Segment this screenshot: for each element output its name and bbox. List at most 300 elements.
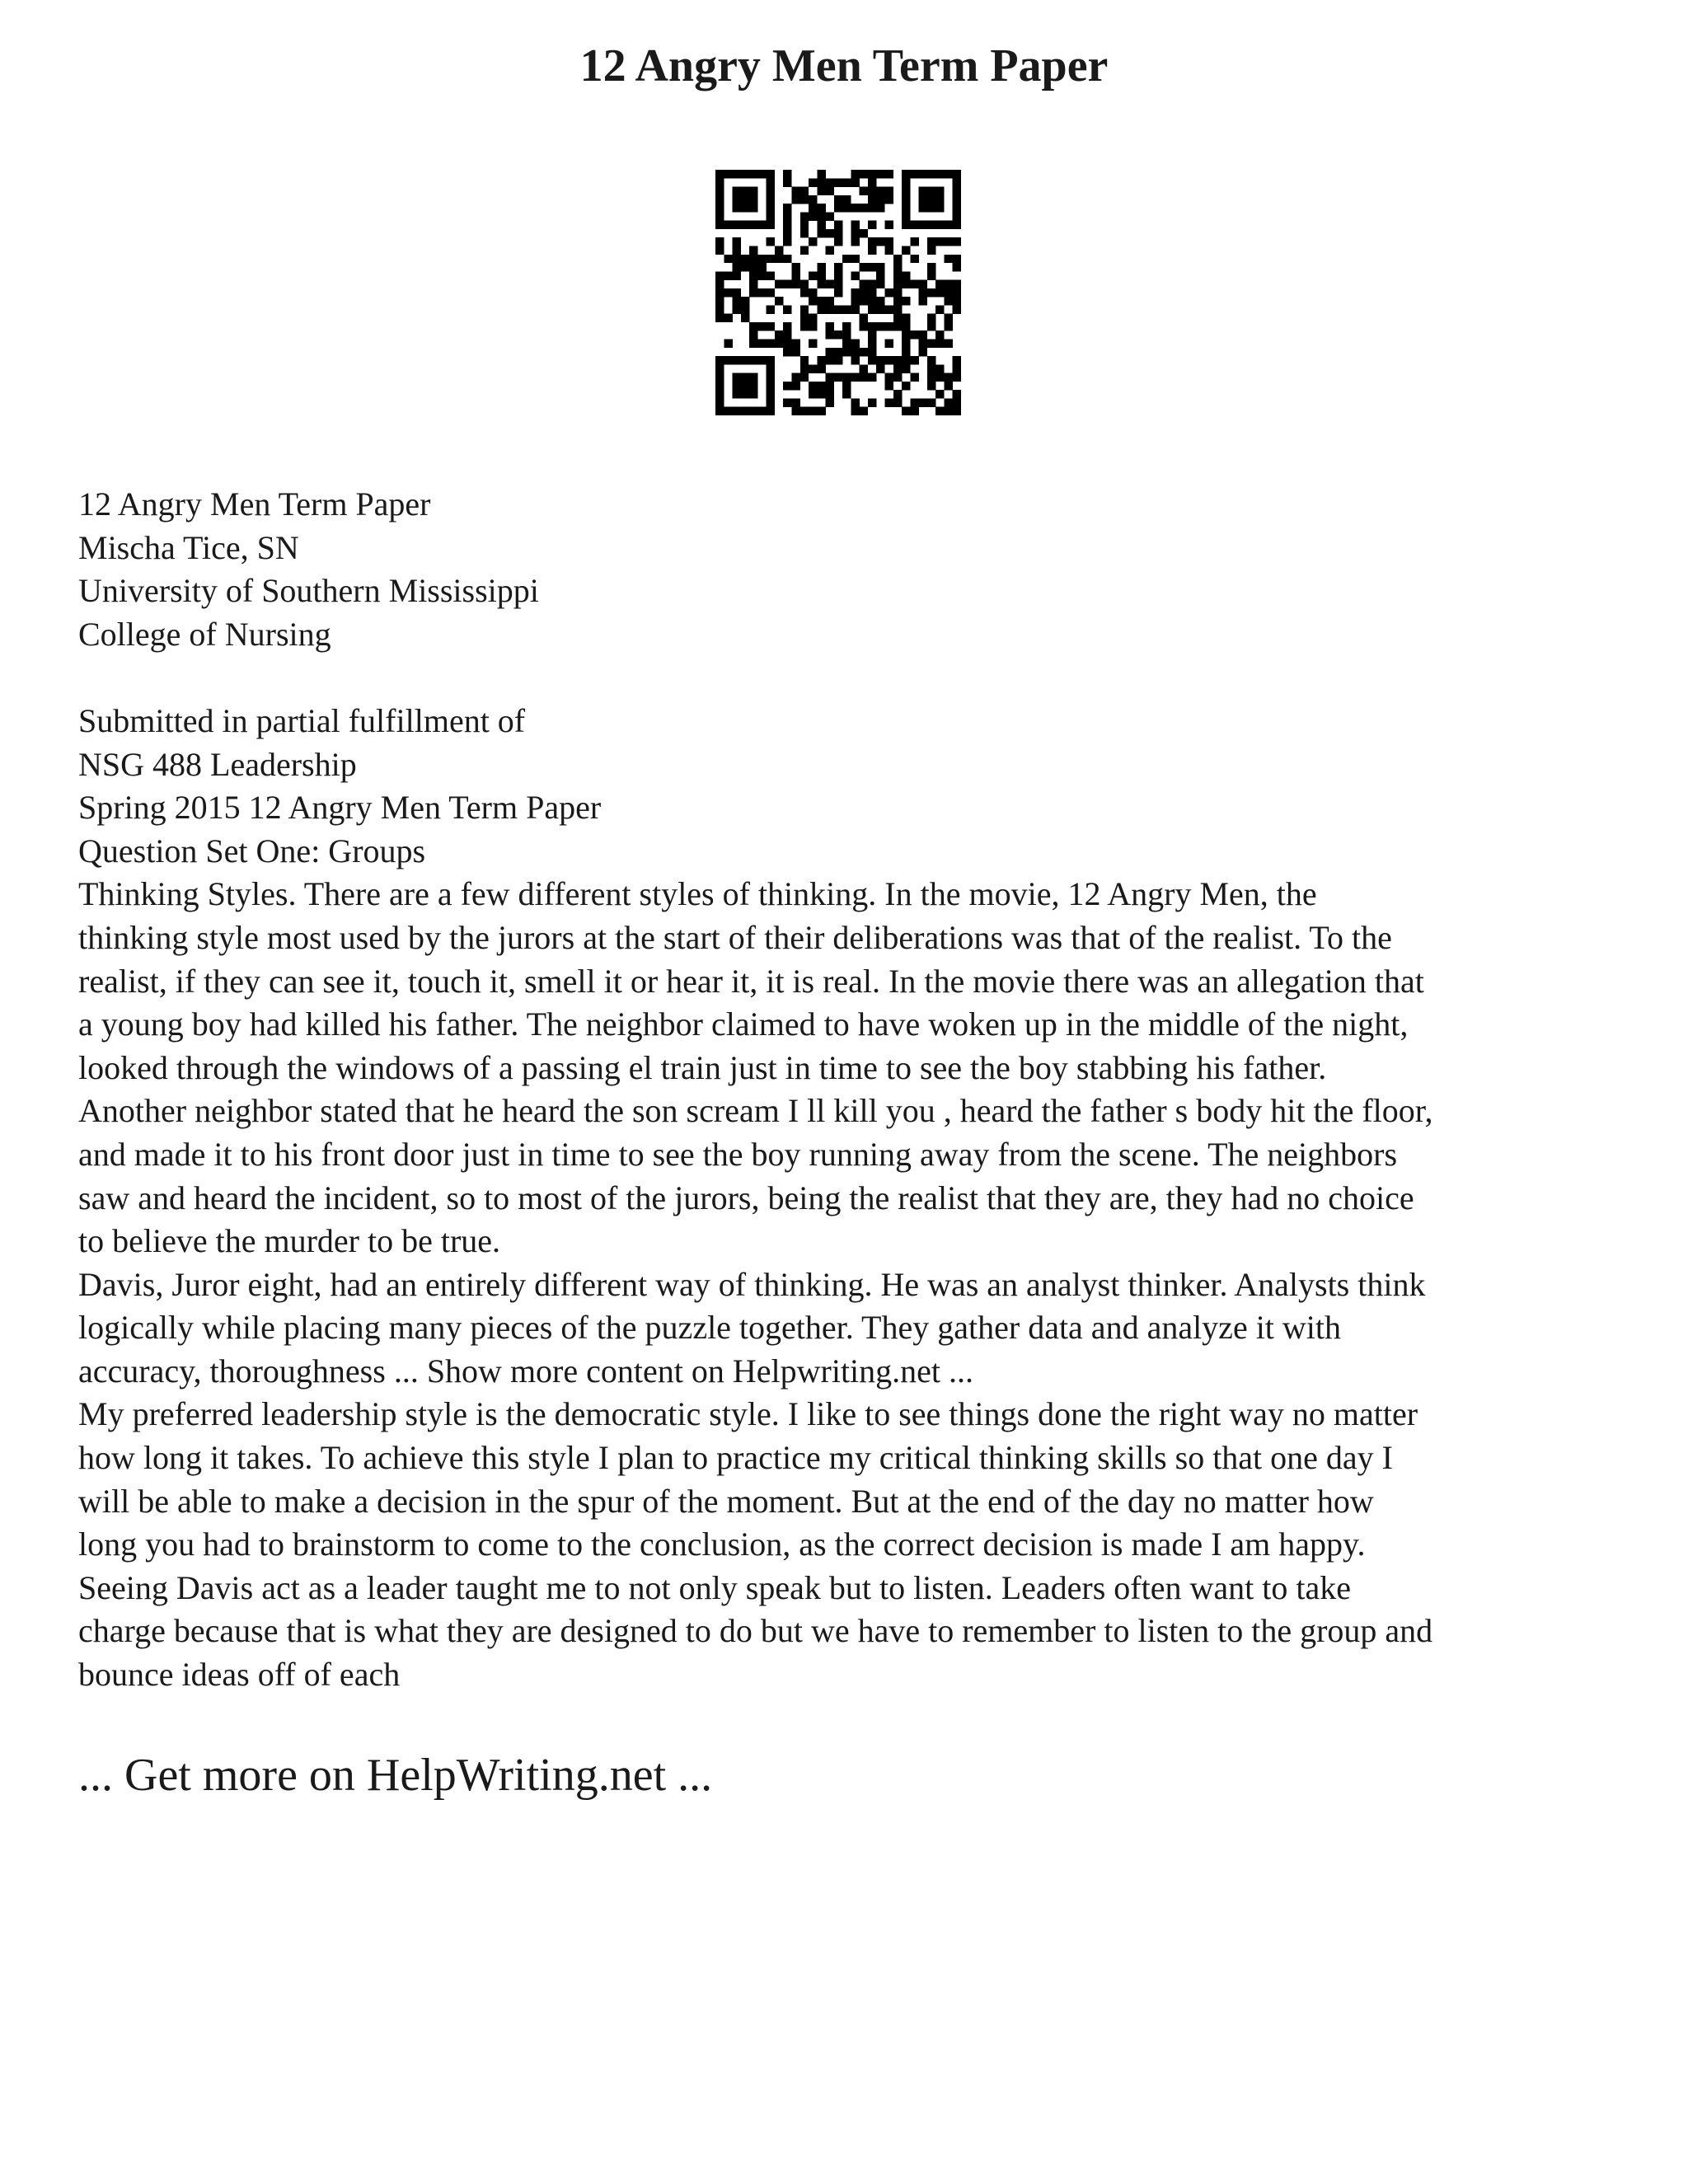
- paragraph-leadership-style: [78, 1393, 1644, 1696]
- get-more-link[interactable]: ... Get more on HelpWriting.net ...: [78, 1750, 713, 1801]
- qr-module: [800, 221, 809, 229]
- qr-module: [741, 382, 749, 390]
- qr-module: [724, 288, 732, 297]
- qr-module: [902, 195, 910, 204]
- qr-module: [741, 263, 749, 271]
- page-title: 12 Angry Men Term Paper: [579, 40, 1109, 91]
- qr-module: [767, 237, 775, 246]
- qr-module: [724, 255, 732, 263]
- qr-module: [860, 407, 868, 415]
- qr-module: [893, 314, 902, 322]
- qr-module: [935, 195, 944, 204]
- qr-module: [791, 263, 799, 271]
- qr-module: [902, 280, 910, 288]
- qr-module: [749, 170, 757, 178]
- qr-module: [868, 221, 876, 229]
- qr-module: [757, 221, 766, 229]
- qr-module: [715, 204, 724, 212]
- qr-module: [817, 263, 825, 271]
- qr-module: [876, 204, 884, 212]
- qr-module: [715, 382, 724, 390]
- qr-module: [724, 340, 732, 348]
- qr-module: [800, 187, 809, 195]
- qr-module: [826, 322, 834, 330]
- qr-module: [834, 288, 842, 297]
- qr-module: [733, 237, 741, 246]
- qr-module: [715, 373, 724, 382]
- course-line: NSG 488 Leadership: [78, 745, 357, 783]
- qr-module: [767, 187, 775, 195]
- qr-module: [927, 221, 935, 229]
- qr-module: [800, 373, 809, 382]
- qr-module: [893, 297, 902, 305]
- qr-module: [842, 373, 851, 382]
- qr-module: [817, 382, 825, 390]
- qr-module: [749, 263, 757, 271]
- qr-module: [953, 255, 961, 263]
- qr-module: [733, 246, 741, 254]
- qr-module: [919, 288, 927, 297]
- qr-module: [927, 373, 935, 382]
- qr-module: [791, 195, 799, 204]
- qr-module: [919, 340, 927, 348]
- qr-module: [783, 348, 791, 356]
- qr-module: [842, 348, 851, 356]
- qr-module: [885, 221, 893, 229]
- qr-module: [842, 340, 851, 348]
- header-block: [78, 483, 1644, 656]
- qr-module: [935, 221, 944, 229]
- qr-module: [715, 178, 724, 186]
- qr-module: [741, 297, 749, 305]
- paragraph-line: a young boy had killed his father. The neighbor claimed to have woken up in the middle of the night,: [78, 1005, 1409, 1043]
- qr-module: [944, 237, 952, 246]
- spacer: [78, 656, 1644, 700]
- qr-module: [767, 322, 775, 330]
- qr-module: [800, 407, 809, 415]
- qr-module: [935, 340, 944, 348]
- qr-code: [715, 170, 961, 415]
- qr-module: [935, 373, 944, 382]
- qr-module: [893, 398, 902, 406]
- qr-module: [826, 356, 834, 364]
- qr-module: [910, 398, 918, 406]
- qr-module: [767, 212, 775, 220]
- qr-module: [953, 297, 961, 305]
- qr-module: [935, 187, 944, 195]
- qr-module: [800, 288, 809, 297]
- qr-module: [817, 212, 825, 220]
- qr-module: [783, 255, 791, 263]
- qr-module: [902, 340, 910, 348]
- qr-module: [817, 187, 825, 195]
- qr-module: [927, 246, 935, 254]
- qr-module: [775, 297, 783, 305]
- paragraph-thinking-styles: [78, 873, 1644, 1263]
- qr-module: [944, 280, 952, 288]
- qr-module: [927, 398, 935, 406]
- paragraph-line: My preferred leadership style is the democratic style. I like to see things done the right way no matter: [78, 1395, 1418, 1433]
- qr-module: [860, 280, 868, 288]
- qr-module: [741, 373, 749, 382]
- qr-module: [800, 229, 809, 237]
- qr-module: [851, 340, 859, 348]
- qr-module: [868, 305, 876, 313]
- qr-module: [902, 204, 910, 212]
- qr-module: [733, 255, 741, 263]
- qr-module: [860, 170, 868, 178]
- qr-module: [902, 330, 910, 339]
- qr-module: [910, 373, 918, 382]
- qr-module: [953, 263, 961, 271]
- qr-module: [715, 195, 724, 204]
- qr-module: [876, 187, 884, 195]
- qr-module: [944, 170, 952, 178]
- qr-module: [791, 187, 799, 195]
- qr-module: [800, 322, 809, 330]
- qr-module: [919, 170, 927, 178]
- qr-module: [885, 356, 893, 364]
- qr-module: [817, 178, 825, 186]
- qr-module: [826, 187, 834, 195]
- qr-module: [715, 314, 724, 322]
- qr-module: [767, 390, 775, 398]
- qr-module: [851, 373, 859, 382]
- qr-module: [783, 382, 791, 390]
- qr-module: [851, 305, 859, 313]
- qr-module: [851, 398, 859, 406]
- author-line: Mischa Tice, SN: [78, 528, 299, 566]
- qr-module: [910, 407, 918, 415]
- qr-module: [902, 221, 910, 229]
- qr-module: [893, 271, 902, 279]
- qr-module: [944, 297, 952, 305]
- qr-module: [800, 280, 809, 288]
- qr-module: [935, 170, 944, 178]
- qr-module: [724, 407, 732, 415]
- qr-module: [767, 305, 775, 313]
- qr-module: [715, 246, 724, 254]
- qr-module: [953, 407, 961, 415]
- qr-module: [826, 330, 834, 339]
- qr-module: [944, 373, 952, 382]
- qr-module: [834, 271, 842, 279]
- qr-module: [927, 314, 935, 322]
- qr-module: [809, 288, 817, 297]
- qr-module: [791, 280, 799, 288]
- qr-module: [733, 356, 741, 364]
- college-line: College of Nursing: [78, 615, 331, 653]
- qr-module: [919, 398, 927, 406]
- qr-module: [885, 288, 893, 297]
- qr-module: [902, 170, 910, 178]
- qr-module: [733, 382, 741, 390]
- qr-module: [953, 398, 961, 406]
- qr-module: [741, 204, 749, 212]
- qr-module: [733, 407, 741, 415]
- qr-module: [757, 322, 766, 330]
- qr-module: [910, 170, 918, 178]
- qr-module: [809, 364, 817, 373]
- qr-module: [826, 297, 834, 305]
- qr-module: [791, 407, 799, 415]
- paragraph-line: thinking style most used by the jurors at the start of their deliberations was that of the realist. To the: [78, 918, 1392, 956]
- qr-module: [800, 212, 809, 220]
- qr-module: [902, 212, 910, 220]
- qr-module: [749, 322, 757, 330]
- qr-module: [834, 330, 842, 339]
- qr-module: [885, 246, 893, 254]
- qr-module: [826, 178, 834, 186]
- paragraph-line: how long it takes. To achieve this style I plan to practice my critical thinking skills so that one day I: [78, 1439, 1393, 1477]
- qr-module: [868, 398, 876, 406]
- qr-module: [851, 170, 859, 178]
- qr-module: [733, 187, 741, 195]
- qr-module: [800, 356, 809, 364]
- qr-module: [893, 322, 902, 330]
- qr-module: [817, 271, 825, 279]
- qr-module: [741, 390, 749, 398]
- qr-module: [842, 204, 851, 212]
- qr-module: [876, 263, 884, 271]
- qr-module: [876, 297, 884, 305]
- qr-module: [741, 314, 749, 322]
- qr-module: [860, 373, 868, 382]
- qr-module: [715, 364, 724, 373]
- qr-module: [935, 305, 944, 313]
- qr-module: [935, 204, 944, 212]
- qr-module: [944, 382, 952, 390]
- qr-module: [910, 280, 918, 288]
- qr-module: [902, 322, 910, 330]
- qr-module: [741, 407, 749, 415]
- qr-module: [902, 382, 910, 390]
- paragraph-line: charge because that is what they are designed to do but we have to remember to listen to the group and: [78, 1612, 1433, 1650]
- qr-module: [775, 255, 783, 263]
- qr-module: [783, 221, 791, 229]
- qr-module: [749, 204, 757, 212]
- qr-module: [919, 195, 927, 204]
- qr-module: [927, 263, 935, 271]
- qr-module: [834, 373, 842, 382]
- qr-module: [885, 195, 893, 204]
- qr-module: [809, 314, 817, 322]
- qr-module: [910, 237, 918, 246]
- paragraph-line: logically while placing many pieces of the puzzle together. They gather data and analyze it with: [78, 1309, 1342, 1347]
- qr-module: [860, 314, 868, 322]
- qr-module: [953, 356, 961, 364]
- qr-module: [860, 204, 868, 212]
- qr-module: [953, 170, 961, 178]
- qr-module: [791, 382, 799, 390]
- qr-module: [902, 271, 910, 279]
- qr-module: [885, 187, 893, 195]
- qr-module: [893, 255, 902, 263]
- qr-module: [791, 271, 799, 279]
- qr-module: [783, 178, 791, 186]
- qr-module: [715, 271, 724, 279]
- qr-module: [860, 297, 868, 305]
- qr-module: [749, 390, 757, 398]
- qr-module: [860, 348, 868, 356]
- qr-module: [809, 297, 817, 305]
- qr-module: [715, 221, 724, 229]
- qr-module: [953, 187, 961, 195]
- qr-module: [741, 356, 749, 364]
- qr-module: [834, 178, 842, 186]
- qr-module: [842, 330, 851, 339]
- qr-module: [834, 280, 842, 288]
- qr-module: [893, 263, 902, 271]
- qr-module: [757, 271, 766, 279]
- qr-module: [893, 364, 902, 373]
- qr-module: [868, 322, 876, 330]
- qr-module: [724, 221, 732, 229]
- qr-module: [868, 263, 876, 271]
- qr-module: [868, 170, 876, 178]
- document-body: [78, 483, 1644, 1697]
- qr-module: [724, 314, 732, 322]
- qr-module: [715, 407, 724, 415]
- qr-module: [809, 237, 817, 246]
- qr-module: [851, 271, 859, 279]
- qr-module: [868, 297, 876, 305]
- qr-module: [715, 212, 724, 220]
- qr-module: [800, 246, 809, 254]
- qr-module: [791, 398, 799, 406]
- qr-module: [757, 340, 766, 348]
- qr-module: [944, 314, 952, 322]
- qr-module: [919, 187, 927, 195]
- qr-module: [775, 340, 783, 348]
- qr-module: [919, 330, 927, 339]
- qr-module: [842, 195, 851, 204]
- paragraph-line: realist, if they can see it, touch it, smell it or hear it, it is real. In the movie there was an allegation that: [78, 962, 1424, 1000]
- qr-module: [741, 170, 749, 178]
- qr-module: [927, 356, 935, 364]
- qr-module: [953, 305, 961, 313]
- qr-module: [809, 322, 817, 330]
- qr-module: [809, 195, 817, 204]
- qr-module: [817, 297, 825, 305]
- submission-block: [78, 700, 1644, 873]
- qr-module: [767, 364, 775, 373]
- qr-module: [749, 382, 757, 390]
- qr-module: [935, 280, 944, 288]
- qr-module: [927, 340, 935, 348]
- qr-module: [868, 348, 876, 356]
- qr-module: [783, 330, 791, 339]
- qr-module: [944, 407, 952, 415]
- qr-module: [800, 364, 809, 373]
- qr-module: [817, 305, 825, 313]
- qr-module: [826, 212, 834, 220]
- qr-module: [733, 297, 741, 305]
- qr-module: [783, 170, 791, 178]
- qr-module: [851, 407, 859, 415]
- qr-module: [834, 221, 842, 229]
- qr-module: [775, 246, 783, 254]
- qr-module: [953, 390, 961, 398]
- qr-module: [842, 390, 851, 398]
- qr-module: [757, 255, 766, 263]
- qr-module: [944, 340, 952, 348]
- qr-module: [851, 178, 859, 186]
- qr-module: [741, 187, 749, 195]
- qr-module: [842, 322, 851, 330]
- qr-module: [935, 390, 944, 398]
- qr-module: [953, 237, 961, 246]
- qr-module: [783, 340, 791, 348]
- qr-module: [860, 364, 868, 373]
- qr-module: [842, 305, 851, 313]
- qr-module: [809, 178, 817, 186]
- qr-module: [910, 255, 918, 263]
- qr-module: [927, 382, 935, 390]
- qr-module: [953, 280, 961, 288]
- qr-module: [910, 330, 918, 339]
- paragraph-line: Davis, Juror eight, had an entirely different way of thinking. He was an analyst thinker. Analysts think: [78, 1265, 1426, 1303]
- qr-module: [851, 204, 859, 212]
- qr-module: [767, 170, 775, 178]
- paragraph-line: long you had to brainstorm to come to the conclusion, as the correct decision is made I am happy.: [78, 1526, 1366, 1563]
- qr-module: [757, 288, 766, 297]
- qr-module: [876, 170, 884, 178]
- qr-module: [851, 356, 859, 364]
- qr-module: [733, 288, 741, 297]
- qr-module: [953, 288, 961, 297]
- qr-module: [842, 255, 851, 263]
- qr-module: [826, 305, 834, 313]
- qr-module: [817, 390, 825, 398]
- qr-module: [893, 356, 902, 364]
- qr-module: [868, 288, 876, 297]
- qr-module: [851, 348, 859, 356]
- qr-module: [800, 195, 809, 204]
- qr-module: [715, 356, 724, 364]
- qr-module: [767, 271, 775, 279]
- term-line: Spring 2015 12 Angry Men Term Paper: [78, 789, 602, 827]
- qr-module: [876, 322, 884, 330]
- qr-module: [749, 288, 757, 297]
- qr-module: [868, 187, 876, 195]
- qr-module: [715, 280, 724, 288]
- qr-module: [817, 229, 825, 237]
- qr-module: [876, 237, 884, 246]
- qr-module: [741, 255, 749, 263]
- qr-module: [809, 390, 817, 398]
- qr-module: [834, 356, 842, 364]
- qr-module: [868, 330, 876, 339]
- qr-module: [834, 229, 842, 237]
- qr-module: [885, 398, 893, 406]
- qr-module: [868, 340, 876, 348]
- qr-module: [826, 390, 834, 398]
- paragraph-line: Another neighbor stated that he heard the son scream I ll kill you , heard the father s body hit the floor,: [78, 1092, 1433, 1130]
- qr-module: [876, 280, 884, 288]
- qr-module: [809, 212, 817, 220]
- paragraph-line: saw and heard the incident, so to most of the jurors, being the realist that they are, they had no choice: [78, 1179, 1414, 1216]
- qr-module: [791, 340, 799, 348]
- qr-module: [809, 382, 817, 390]
- qr-module: [953, 221, 961, 229]
- paragraph-line: to believe the murder to be true.: [78, 1222, 501, 1260]
- qr-module: [733, 373, 741, 382]
- qr-module: [809, 271, 817, 279]
- qr-module: [749, 195, 757, 204]
- qr-module: [885, 373, 893, 382]
- qr-module: [834, 348, 842, 356]
